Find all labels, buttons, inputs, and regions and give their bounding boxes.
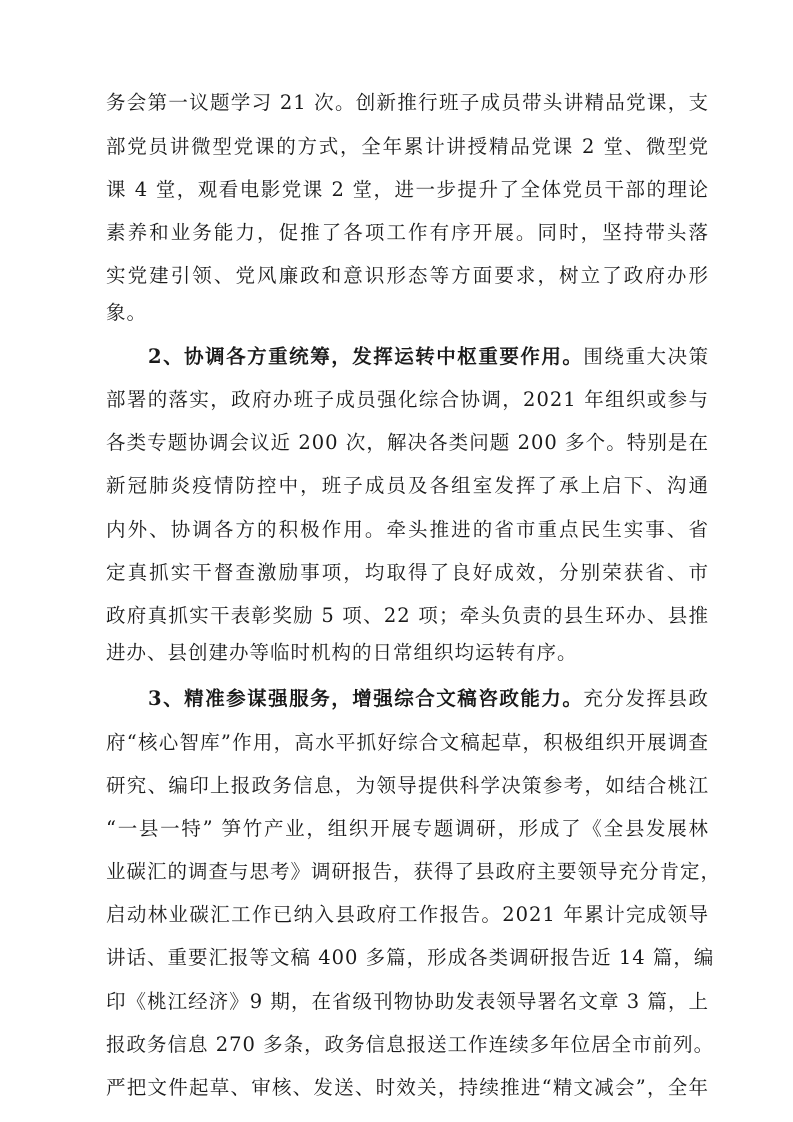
paragraph-line: 研究、编印上报政务信息，为领导提供科学决策参考，如结合桃江 <box>106 774 709 797</box>
paragraph-line: 实党建引领、党风廉政和意识形态等方面要求，树立了政府办形 <box>106 264 709 287</box>
paragraph-line: 部署的落实，政府办班子成员强化综合协调，2021 年组织或参与 <box>106 388 709 411</box>
paragraph-line: 素养和业务能力，促推了各项工作有序开展。同时，坚持带头落 <box>106 221 709 244</box>
paragraph-line: 象。 <box>106 301 148 324</box>
paragraph-line: 印《桃江经济》9 期，在省级刊物协助发表领导署名文章 3 篇，上 <box>106 990 709 1013</box>
paragraph-line: 各类专题协调会议近 200 次，解决各类问题 200 多个。特别是在 <box>106 431 709 454</box>
heading-line-rest: 围绕重大决策 <box>583 345 709 368</box>
paragraph-line: 进办、县创建办等临时机构的日常组织均运转有序。 <box>106 641 578 664</box>
paragraph-line: 启动林业碳汇工作已纳入县政府工作报告。2021 年累计完成领导 <box>106 903 709 926</box>
section-heading: 3、精准参谋强服务，增强综合文稿咨政能力。 <box>148 687 584 710</box>
paragraph-line: 新冠肺炎疫情防控中，班子成员及各组室发挥了承上启下、沟通 <box>106 474 709 497</box>
paragraph-line: 务会第一议题学习 21 次。创新推行班子成员带头讲精品党课，支 <box>106 91 709 114</box>
section-heading-line <box>148 687 709 711</box>
paragraph-line: 严把文件起草、审核、发送、时效关，持续推进“精文减会”，全年 <box>106 1076 709 1099</box>
paragraph-line: 业碳汇的调查与思考》调研报告，获得了县政府主要领导充分肯定， <box>106 860 722 883</box>
heading-line-rest: 充分发挥县政 <box>583 687 709 710</box>
section-heading-line <box>148 345 709 369</box>
paragraph-line: 府“核心智库”作用，高水平抓好综合文稿起草，积极组织开展调查 <box>106 731 709 754</box>
paragraph-line: 报政务信息 270 多条，政务信息报送工作连续多年位居全市前列。 <box>106 1033 715 1056</box>
paragraph-line: 部党员讲微型党课的方式，全年累计讲授精品党课 2 堂、微型党 <box>106 135 709 158</box>
section-heading: 2、协调各方重统筹，发挥运转中枢重要作用。 <box>148 345 584 368</box>
paragraph-line: 课 4 堂，观看电影党课 2 堂，进一步提升了全体党员干部的理论 <box>106 178 709 201</box>
paragraph-line: 政府真抓实干表彰奖励 5 项、22 项；牵头负责的县生环办、县推 <box>106 604 709 627</box>
paragraph-line: 讲话、重要汇报等文稿 400 多篇，形成各类调研报告近 14 篇，编 <box>106 946 715 969</box>
paragraph-line: 内外、协调各方的积极作用。牵头推进的省市重点民生实事、省 <box>106 518 709 541</box>
paragraph-line: 定真抓实干督查激励事项，均取得了良好成效，分别荣获省、市 <box>106 561 709 584</box>
paragraph-line: “一县一特” 笋竹产业，组织开展专题调研，形成了《全县发展林 <box>106 817 709 840</box>
